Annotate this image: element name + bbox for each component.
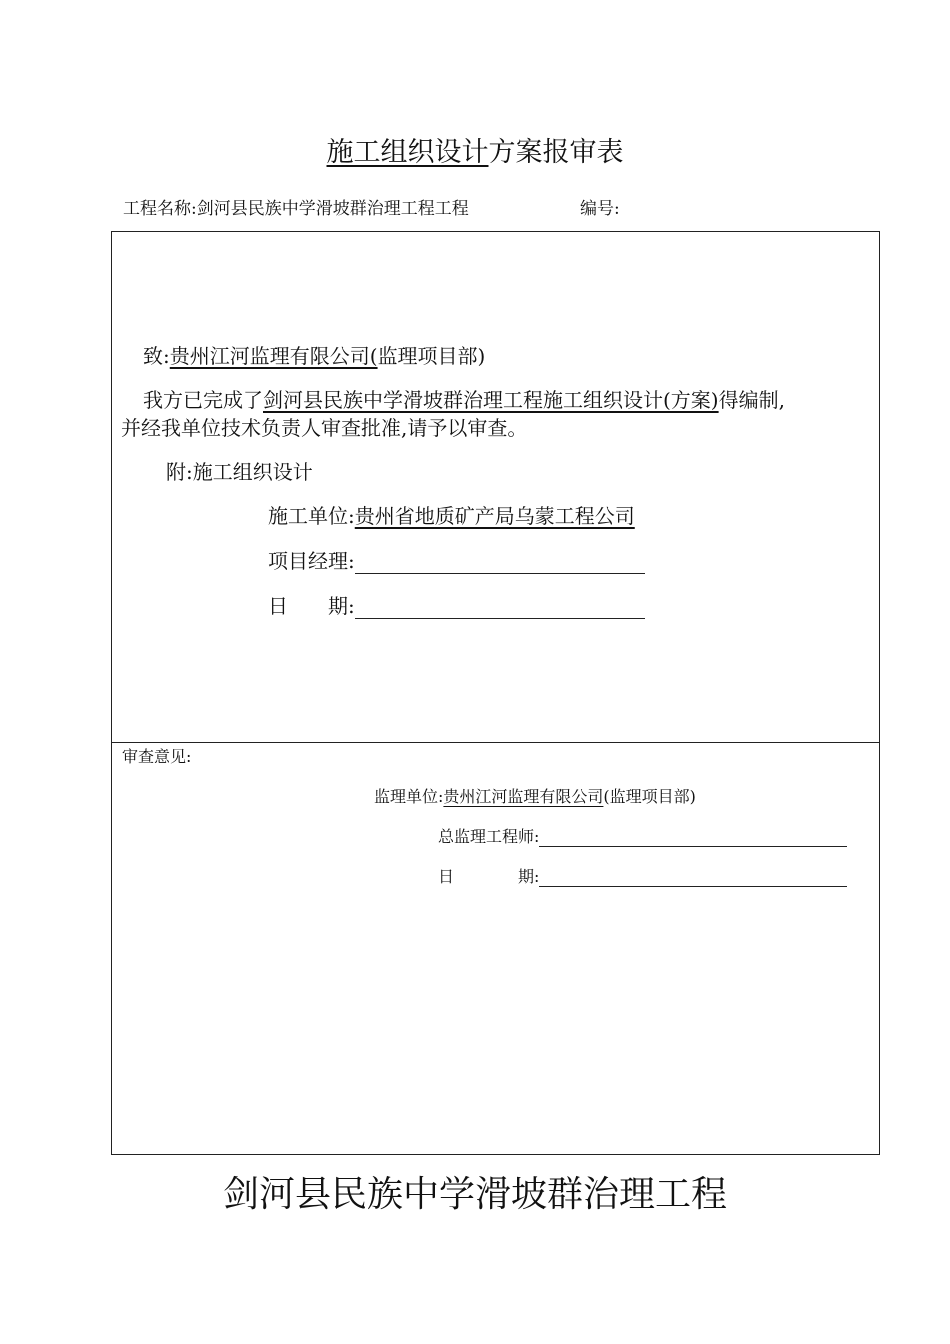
statement-project: 剑河县民族中学滑坡群治理工程施工组织设计(方案) (263, 388, 719, 412)
review-date-line (438, 864, 847, 887)
addressee-label: 致: (143, 344, 170, 368)
addressee-value: 贵州江河监理有限公司( (169, 344, 378, 368)
submission-date-label: 日 期: (268, 594, 355, 618)
manager-signature-line[interactable] (355, 551, 645, 574)
manager-label: 项目经理: (268, 549, 355, 573)
review-date-label: 日 期: (438, 867, 540, 886)
chief-engineer-line (438, 824, 847, 847)
statement-line-1 (143, 384, 785, 413)
supervisor-rest: (监理项目部) (603, 787, 696, 806)
project-name-value: 剑河县民族中学滑坡群治理工程工程 (196, 199, 469, 219)
manager-line (268, 545, 645, 574)
attachment-line: 附:施工组织设计 (166, 460, 313, 484)
review-opinion-label: 审查意见: (122, 747, 192, 766)
contractor-label: 施工单位: (268, 504, 355, 528)
title-underlined: 施工组织设计 (326, 137, 489, 168)
contractor-line (268, 500, 635, 529)
addressee-rest: 监理项目部) (377, 344, 486, 368)
chief-engineer-signature-line[interactable] (539, 828, 847, 847)
supervisor-label: 监理单位: (374, 787, 444, 806)
submission-date-field[interactable] (355, 596, 645, 619)
contractor-value: 贵州省地质矿产局乌蒙工程公司 (354, 504, 635, 528)
statement-line-2: 并经我单位技术负责人审查批准,请予以审查。 (121, 416, 528, 440)
statement-suffix: 得编制, (718, 388, 785, 412)
submission-date-line (268, 590, 645, 619)
statement-prefix: 我方已完成了 (143, 388, 263, 412)
title-rest: 方案报审表 (488, 137, 624, 168)
footer-project-name: 剑河县民族中学滑坡群治理工程 (222, 1174, 727, 1215)
project-name-label: 工程名称: (123, 199, 197, 219)
serial-number-label: 编号: (580, 199, 620, 219)
addressee-line (143, 340, 485, 369)
review-date-field[interactable] (539, 868, 847, 887)
supervisor-line (374, 784, 696, 807)
supervisor-value: 贵州江河监理有限公司 (443, 787, 604, 806)
chief-engineer-label: 总监理工程师: (438, 827, 540, 846)
section-divider (111, 742, 880, 743)
project-name-row (123, 194, 469, 219)
form-box (111, 231, 880, 1155)
page-title (0, 130, 950, 169)
